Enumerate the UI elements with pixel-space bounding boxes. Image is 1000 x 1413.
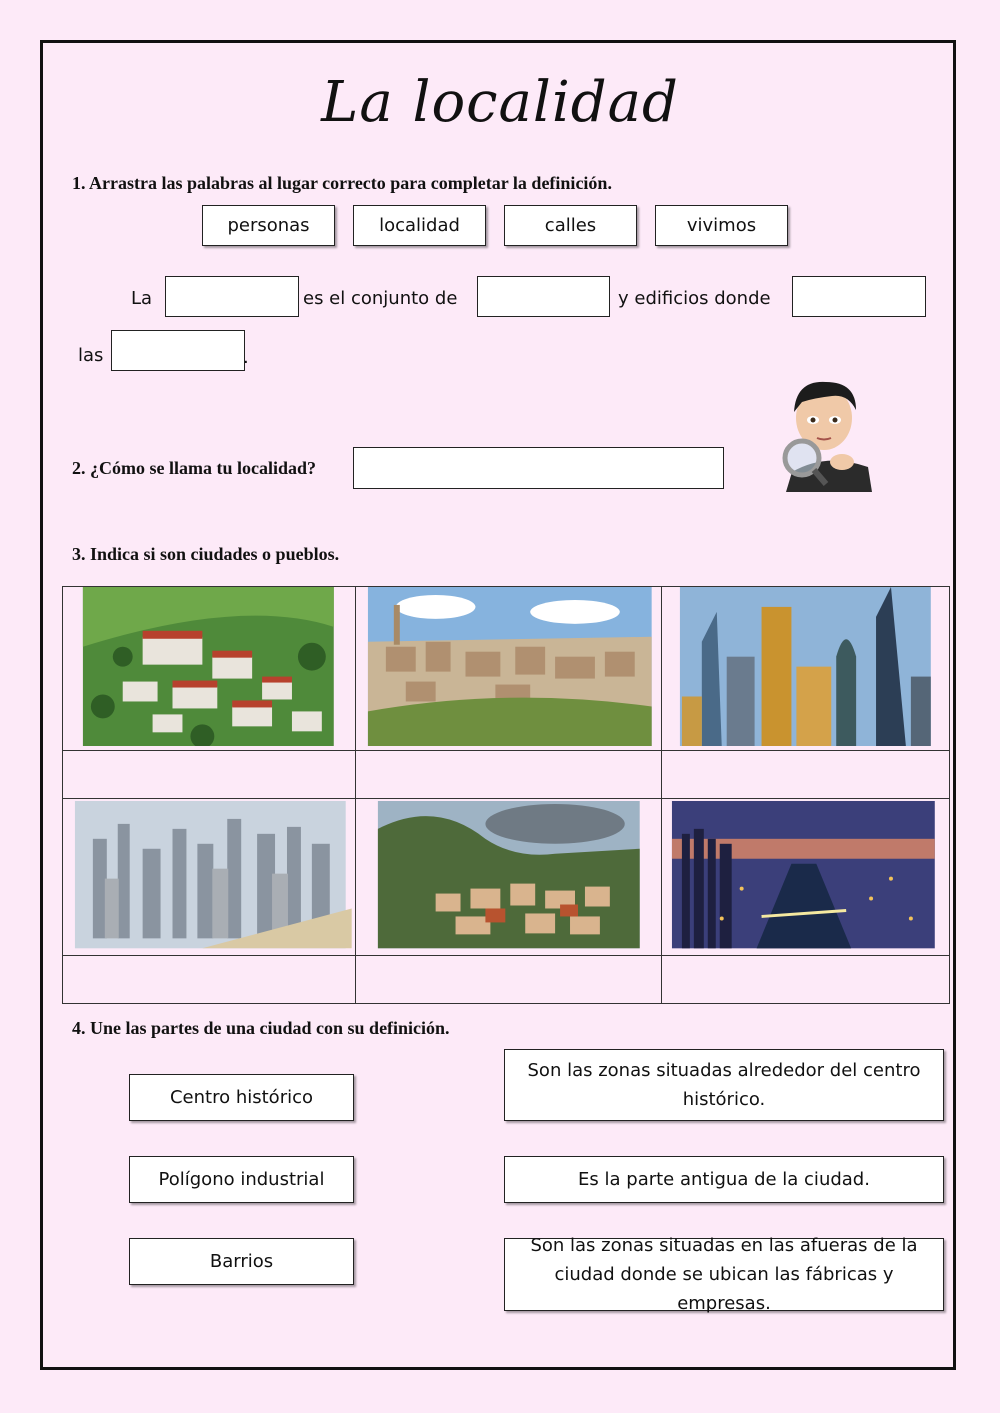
drop-target-3[interactable] — [792, 276, 926, 317]
locality-name-input[interactable] — [353, 447, 724, 489]
photo-city-aerial — [63, 799, 355, 954]
question-2-prompt: 2. ¿Cómo se llama tu localidad? — [72, 458, 317, 478]
drop-target-2[interactable] — [477, 276, 610, 317]
city-or-town-table — [62, 586, 950, 1004]
word-chip-personas[interactable]: personas — [202, 205, 335, 246]
photo-city-night-river — [662, 799, 949, 954]
term-barrios[interactable]: Barrios — [129, 1238, 354, 1285]
photo-stone-village-hill — [356, 587, 662, 750]
photo-city-skyscrapers — [662, 587, 949, 750]
definition-afueras-fabricas[interactable]: Son las zonas situadas en las afueras de la ciudad donde se ubican las fábricas y empresas. — [504, 1238, 944, 1311]
term-poligono-industrial[interactable]: Polígono industrial — [129, 1156, 354, 1203]
sentence-period: . — [243, 347, 249, 368]
sentence-part-conjunto: es el conjunto de — [303, 288, 458, 309]
photo-village-green-hills — [63, 587, 355, 750]
photo-mountain-village — [356, 799, 662, 954]
answer-cell-3[interactable] — [662, 751, 950, 799]
word-chip-vivimos[interactable]: vivimos — [655, 205, 788, 246]
definition-parte-antigua[interactable]: Es la parte antigua de la ciudad. — [504, 1156, 944, 1203]
question-1-prompt: 1. Arrastra las palabras al lugar correcto para completar la definición. — [72, 173, 612, 193]
answer-cell-2[interactable] — [355, 751, 662, 799]
sentence-part-la: La — [131, 288, 153, 309]
definition-alrededor-centro[interactable]: Son las zonas situadas alrededor del centro histórico. — [504, 1049, 944, 1121]
answer-cell-4[interactable] — [63, 955, 356, 1003]
question-3-prompt: 3. Indica si son ciudades o pueblos. — [72, 544, 340, 564]
question-4-prompt: 4. Une las partes de una ciudad con su definición. — [72, 1018, 450, 1038]
sentence-part-edificios: y edificios donde — [618, 288, 771, 309]
term-centro-historico[interactable]: Centro histórico — [129, 1074, 354, 1121]
answer-cell-6[interactable] — [662, 955, 950, 1003]
answer-cell-1[interactable] — [63, 751, 356, 799]
word-chip-localidad[interactable]: localidad — [353, 205, 486, 246]
detective-avatar-illustration — [772, 372, 880, 492]
drop-target-4[interactable] — [111, 330, 245, 371]
page-title: La localidad — [321, 70, 679, 135]
sentence-part-las: las — [78, 345, 104, 366]
word-chip-calles[interactable]: calles — [504, 205, 637, 246]
drop-target-1[interactable] — [165, 276, 299, 317]
answer-cell-5[interactable] — [355, 955, 662, 1003]
